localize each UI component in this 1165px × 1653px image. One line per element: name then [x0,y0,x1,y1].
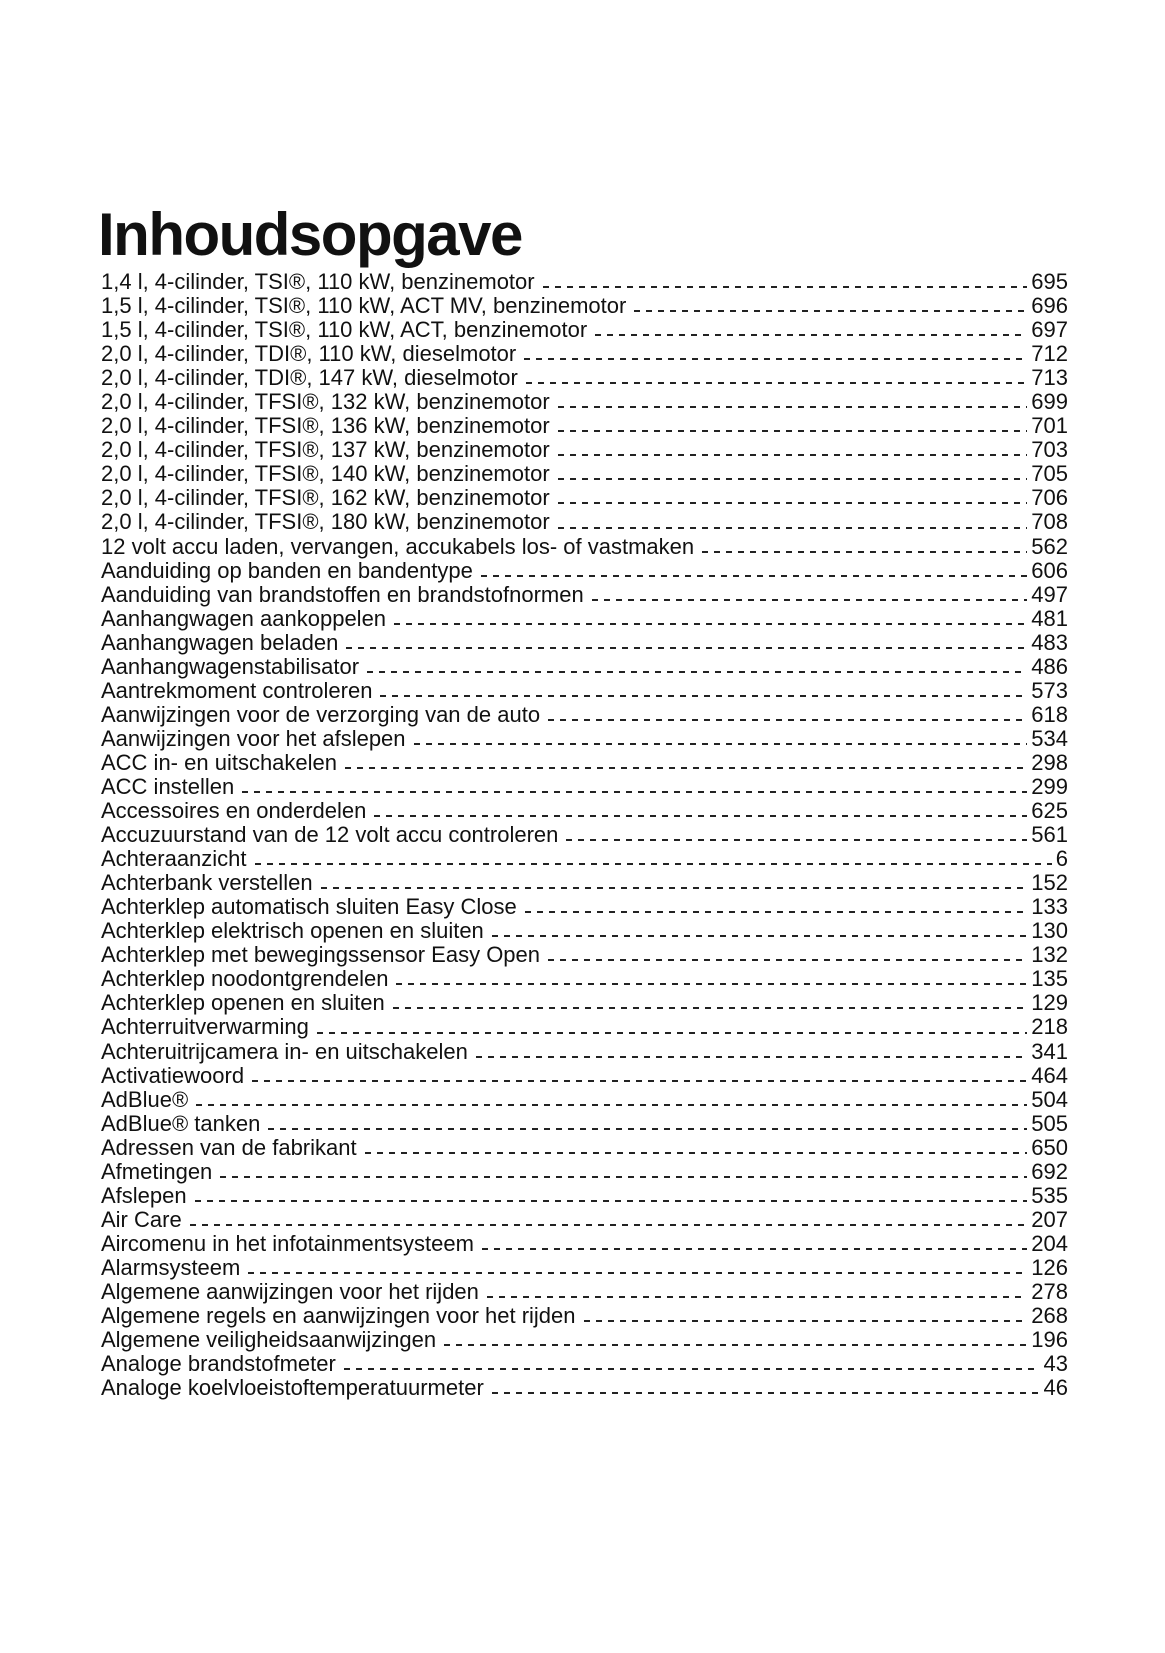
toc-entry[interactable] [101,294,1068,318]
toc-entry-label: Activatiewoord [101,1062,245,1088]
toc-entry-label: Achterklep automatisch sluiten Easy Close [101,894,517,920]
toc-entry-label: Accuzuurstand van de 12 volt accu controleren [101,822,559,848]
toc-entry-page: 207 [1031,1206,1068,1232]
dot-leader [396,983,1027,985]
dot-leader [344,1368,1040,1370]
toc-entry[interactable] [101,510,1068,534]
toc-entry-label: Aanduiding van brandstoffen en brandstofnormen [101,581,584,607]
toc-entry[interactable] [101,1208,1068,1232]
dot-leader [543,286,1028,288]
toc-entry-label: Analoge koelvloeistoftemperatuurmeter [101,1375,484,1401]
toc-entry-label: Achterklep elektrisch openen en sluiten [101,918,484,944]
toc-entry-label: Aanwijzingen voor de verzorging van de auto [101,701,541,727]
toc-entry-page: 464 [1031,1062,1068,1088]
toc-entry-page: 705 [1031,461,1068,487]
toc-entry-label: Achterklep noodontgrendelen [101,966,389,992]
toc-entry[interactable] [101,631,1068,655]
toc-entry-label: Afslepen [101,1182,187,1208]
toc-entry[interactable] [101,414,1068,438]
toc-entry[interactable] [101,799,1068,823]
dot-leader [242,791,1027,793]
toc-entry-label: AdBlue® tanken [101,1110,261,1136]
toc-entry[interactable] [101,751,1068,775]
toc-entry[interactable] [101,1136,1068,1160]
toc-entry-page: 650 [1031,1134,1068,1160]
toc-entry-page: 606 [1031,557,1068,583]
toc-entry-page: 196 [1031,1327,1068,1353]
toc-entry-page: 483 [1031,629,1068,655]
toc-entry-page: 692 [1031,1158,1068,1184]
toc-entry[interactable] [101,366,1068,390]
toc-entry-label: Achterbank verstellen [101,870,313,896]
dot-leader [255,863,1052,865]
toc-entry-page: 696 [1031,293,1068,319]
dot-leader [558,527,1028,529]
toc-entry[interactable] [101,1280,1068,1304]
dot-leader [558,502,1028,504]
toc-entry-page: 268 [1031,1303,1068,1329]
toc-entry[interactable] [101,462,1068,486]
toc-entry[interactable] [101,1256,1068,1280]
toc-entry-label: 2,0 l, 4-cilinder, TFSI®, 180 kW, benzinemotor [101,509,550,535]
dot-leader [367,671,1027,673]
toc-entry[interactable] [101,559,1068,583]
toc-entry[interactable] [101,655,1068,679]
toc-entry-page: 708 [1031,509,1068,535]
dot-leader [526,382,1027,384]
toc-entry-label: AdBlue® [101,1086,189,1112]
toc-entry[interactable] [101,1088,1068,1112]
dot-leader [558,478,1028,480]
toc-entry-page: 562 [1031,533,1068,559]
toc-entry[interactable] [101,895,1068,919]
dot-leader [548,959,1027,961]
dot-leader [374,815,1027,817]
toc-entry-label: Accessoires en onderdelen [101,798,367,824]
dot-leader [476,1056,1027,1058]
toc-entry[interactable] [101,775,1068,799]
toc-entry-page: 6 [1055,846,1068,872]
toc-entry-label: 1,5 l, 4-cilinder, TSI®, 110 kW, ACT MV, benzinemotor [101,293,627,319]
toc-entry-label: Adressen van de fabrikant [101,1134,357,1160]
toc-entry-page: 713 [1031,365,1068,391]
toc-entry-label: Aanhangwagenstabilisator [101,653,360,679]
toc-entry[interactable] [101,679,1068,703]
dot-leader [393,1007,1028,1009]
toc-entry[interactable] [101,1184,1068,1208]
toc-entry-label: Aanduiding op banden en bandentype [101,557,473,583]
toc-entry-label: Aircomenu in het infotainmentsysteem [101,1230,474,1256]
toc-entry-page: 505 [1031,1110,1068,1136]
toc-entry[interactable] [101,607,1068,631]
toc-entry-page: 278 [1031,1278,1068,1304]
dot-leader [268,1128,1027,1130]
dot-leader [492,1392,1040,1394]
toc-entry-label: Afmetingen [101,1158,213,1184]
dot-leader [365,1152,1028,1154]
toc-entry[interactable] [101,967,1068,991]
toc-entry[interactable] [101,1232,1068,1256]
toc-entry[interactable] [101,1376,1068,1400]
toc-entry[interactable] [101,823,1068,847]
toc-entry[interactable] [101,318,1068,342]
toc-entry[interactable] [101,535,1068,559]
toc-entry-label: 1,4 l, 4-cilinder, TSI®, 110 kW, benzinemotor [101,269,535,294]
toc-entry[interactable] [101,871,1068,895]
toc-entry-page: 697 [1031,317,1068,343]
dot-leader [548,719,1027,721]
toc-entry[interactable] [101,438,1068,462]
toc-entry-label: Air Care [101,1206,182,1232]
toc-entry-page: 298 [1031,749,1068,775]
toc-entry[interactable] [101,486,1068,510]
toc-entry-label: Algemene veiligheidsaanwijzingen [101,1327,437,1353]
dot-leader [525,911,1028,913]
dot-leader [558,430,1028,432]
toc-entry[interactable] [101,943,1068,967]
toc-entry-label: Aanwijzingen voor het afslepen [101,725,406,751]
toc-entry-page: 712 [1031,341,1068,367]
dot-leader [317,1032,1027,1034]
dot-leader [584,1320,1028,1322]
dot-leader [487,1296,1027,1298]
toc-entry-label: 12 volt accu laden, vervangen, accukabels los- of vastmaken [101,533,695,559]
toc-entry[interactable] [101,1112,1068,1136]
toc-entry[interactable] [101,342,1068,366]
dot-leader [394,623,1027,625]
toc-entry-label: 2,0 l, 4-cilinder, TFSI®, 136 kW, benzinemotor [101,413,550,439]
toc-entry-label: Aantrekmoment controleren [101,677,373,703]
toc-entry[interactable] [101,1352,1068,1376]
toc-entry-page: 204 [1031,1230,1068,1256]
toc-entry-label: Achterruitverwarming [101,1014,309,1040]
toc-entry-page: 535 [1031,1182,1068,1208]
dot-leader [252,1080,1027,1082]
toc-entry-label: 2,0 l, 4-cilinder, TFSI®, 162 kW, benzinemotor [101,485,550,511]
toc-entry-page: 130 [1031,918,1068,944]
toc-entry-page: 534 [1031,725,1068,751]
dot-leader [380,695,1027,697]
toc-entry-page: 126 [1031,1254,1068,1280]
toc-entry-page: 625 [1031,798,1068,824]
toc-entry-page: 133 [1031,894,1068,920]
dot-leader [524,358,1027,360]
toc-entry-page: 703 [1031,437,1068,463]
toc-entry[interactable] [101,1328,1068,1352]
toc-entry[interactable] [101,1160,1068,1184]
toc-entry-label: Achterklep met bewegingssensor Easy Open [101,942,541,968]
dot-leader [558,454,1028,456]
toc-entry-label: Analoge brandstofmeter [101,1351,336,1377]
toc-entry-page: 129 [1031,990,1068,1016]
toc-entry-label: Aanhangwagen aankoppelen [101,605,387,631]
toc-entry[interactable] [101,583,1068,607]
dot-leader [558,406,1028,408]
dot-leader [190,1224,1028,1226]
toc-entry[interactable] [101,919,1068,943]
dot-leader [346,647,1027,649]
dot-leader [702,551,1027,553]
dot-leader [321,887,1028,889]
toc-entry-label: Achteruitrijcamera in- en uitschakelen [101,1038,468,1064]
dot-leader [248,1272,1027,1274]
toc-entry[interactable] [101,1304,1068,1328]
dot-leader [481,575,1027,577]
toc-entry-label: 2,0 l, 4-cilinder, TFSI®, 132 kW, benzinemotor [101,389,550,415]
toc-entry-page: 618 [1031,701,1068,727]
dot-leader [566,839,1027,841]
toc-entry-page: 341 [1031,1038,1068,1064]
toc-entry-label: 2,0 l, 4-cilinder, TDI®, 147 kW, dieselmotor [101,365,518,391]
toc-entry-page: 573 [1031,677,1068,703]
dot-leader [482,1248,1027,1250]
toc-entry-label: 2,0 l, 4-cilinder, TFSI®, 137 kW, benzinemotor [101,437,550,463]
dot-leader [592,599,1028,601]
toc-entry[interactable] [101,991,1068,1015]
toc-entry-page: 695 [1031,269,1068,294]
dot-leader [195,1200,1028,1202]
toc-entry-page: 486 [1031,653,1068,679]
toc-entry[interactable] [101,1040,1068,1064]
dot-leader [595,334,1027,336]
toc-entry-label: 1,5 l, 4-cilinder, TSI®, 110 kW, ACT, benzinemotor [101,317,588,343]
toc-entry[interactable] [101,727,1068,751]
table-of-contents [101,270,1068,1400]
toc-entry-page: 299 [1031,773,1068,799]
dot-leader [492,935,1027,937]
dot-leader [634,310,1027,312]
toc-entry[interactable] [101,390,1068,414]
toc-entry-label: Aanhangwagen beladen [101,629,339,655]
toc-entry-label: ACC instellen [101,773,235,799]
toc-entry-page: 699 [1031,389,1068,415]
toc-entry-page: 135 [1031,966,1068,992]
toc-entry[interactable] [101,703,1068,727]
toc-entry-label: Achteraanzicht [101,846,247,872]
toc-entry-page: 43 [1043,1351,1068,1377]
toc-entry[interactable] [101,1064,1068,1088]
toc-entry-label: Achterklep openen en sluiten [101,990,385,1016]
toc-entry[interactable] [101,847,1068,871]
toc-entry-page: 561 [1031,822,1068,848]
toc-entry-label: Algemene regels en aanwijzingen voor het rijden [101,1303,576,1329]
dot-leader [345,767,1027,769]
toc-entry-page: 481 [1031,605,1068,631]
toc-entry-label: Algemene aanwijzingen voor het rijden [101,1278,479,1304]
toc-entry-label: 2,0 l, 4-cilinder, TFSI®, 140 kW, benzinemotor [101,461,550,487]
toc-entry[interactable] [101,1015,1068,1039]
toc-entry-page: 504 [1031,1086,1068,1112]
toc-entry-page: 497 [1031,581,1068,607]
toc-entry-page: 132 [1031,942,1068,968]
page-title: Inhoudsopgave [98,201,522,268]
dot-leader [414,743,1028,745]
toc-entry-label: ACC in- en uitschakelen [101,749,338,775]
toc-entry-label: Alarmsysteem [101,1254,241,1280]
dot-leader [220,1176,1027,1178]
toc-entry-page: 706 [1031,485,1068,511]
dot-leader [444,1344,1027,1346]
toc-entry-label: 2,0 l, 4-cilinder, TDI®, 110 kW, dieselmotor [101,341,517,367]
toc-entry[interactable] [101,270,1068,294]
dot-leader [196,1104,1027,1106]
toc-entry-page: 701 [1031,413,1068,439]
toc-entry-page: 46 [1043,1375,1068,1401]
toc-entry-page: 218 [1031,1014,1068,1040]
toc-entry-page: 152 [1031,870,1068,896]
